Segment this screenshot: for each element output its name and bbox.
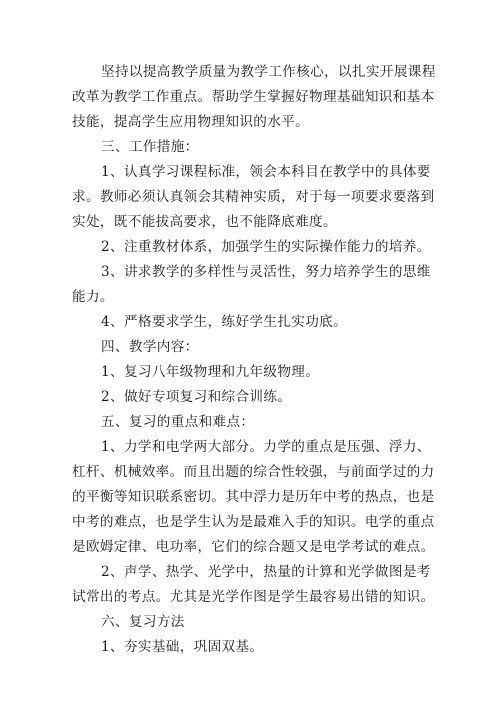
text-line: 2、声学、热学、光学中，热量的计算和光学做图是考 [101, 564, 431, 580]
text-line: 五、复习的重点和难点： [101, 414, 255, 430]
text-line: 2、注重教材体系，加强学生的实际操作能力的培养。 [101, 239, 431, 255]
text-line: 改革为教学工作重点。帮助学生掌握好物理基础知识和基本 [72, 89, 435, 105]
text-line: 实处，既不能拔高要求，也不能降底难度。 [72, 214, 337, 230]
text-line: 1、认真学习课程标准，领会本科目在教学中的具体要 [101, 164, 431, 180]
text-line: 4、严格要求学生，练好学生扎实功底。 [101, 314, 348, 330]
text-line: 中考的难点，也是学生认为是最难入手的知识。电学的重点 [72, 514, 435, 530]
text-line: 1、夯实基础，巩固双基。 [101, 639, 264, 655]
document-body [72, 60, 436, 660]
text-line: 试常出的考点。尤其是光学作图是学生最容易出错的知识。 [72, 589, 435, 605]
text-line: 能力。 [72, 289, 114, 305]
text-line: 的平衡等知识联系密切。其中浮力是历年中考的热点，也是 [72, 489, 435, 505]
text-line: 1、力学和电学两大部分。力学的重点是压强、浮力、 [101, 439, 431, 455]
text-line: 六、复习方法 [101, 614, 185, 630]
text-line: 是欧姆定律、电功率，它们的综合题又是电学考试的难点。 [72, 539, 435, 555]
text-line: 2、做好专项复习和综合训练。 [101, 389, 292, 405]
text-line: 求。教师必须认真领会其精神实质，对于每一项要求要落到 [72, 189, 435, 205]
text-line: 四、教学内容： [101, 339, 199, 355]
text-line: 1、复习八年级物理和九年级物理。 [101, 364, 320, 380]
text-line: 坚持以提高教学质量为教学工作核心，以扎实开展课程 [101, 64, 436, 80]
text-line: 三、工作措施： [101, 139, 199, 155]
text-line: 杠杆、机械效率。而且出题的综合性较强，与前面学过的力 [72, 464, 435, 480]
text-line: 3、讲求教学的多样性与灵活性，努力培养学生的思维 [101, 264, 431, 280]
text-line: 技能，提高学生应用物理知识的水平。 [72, 114, 310, 130]
